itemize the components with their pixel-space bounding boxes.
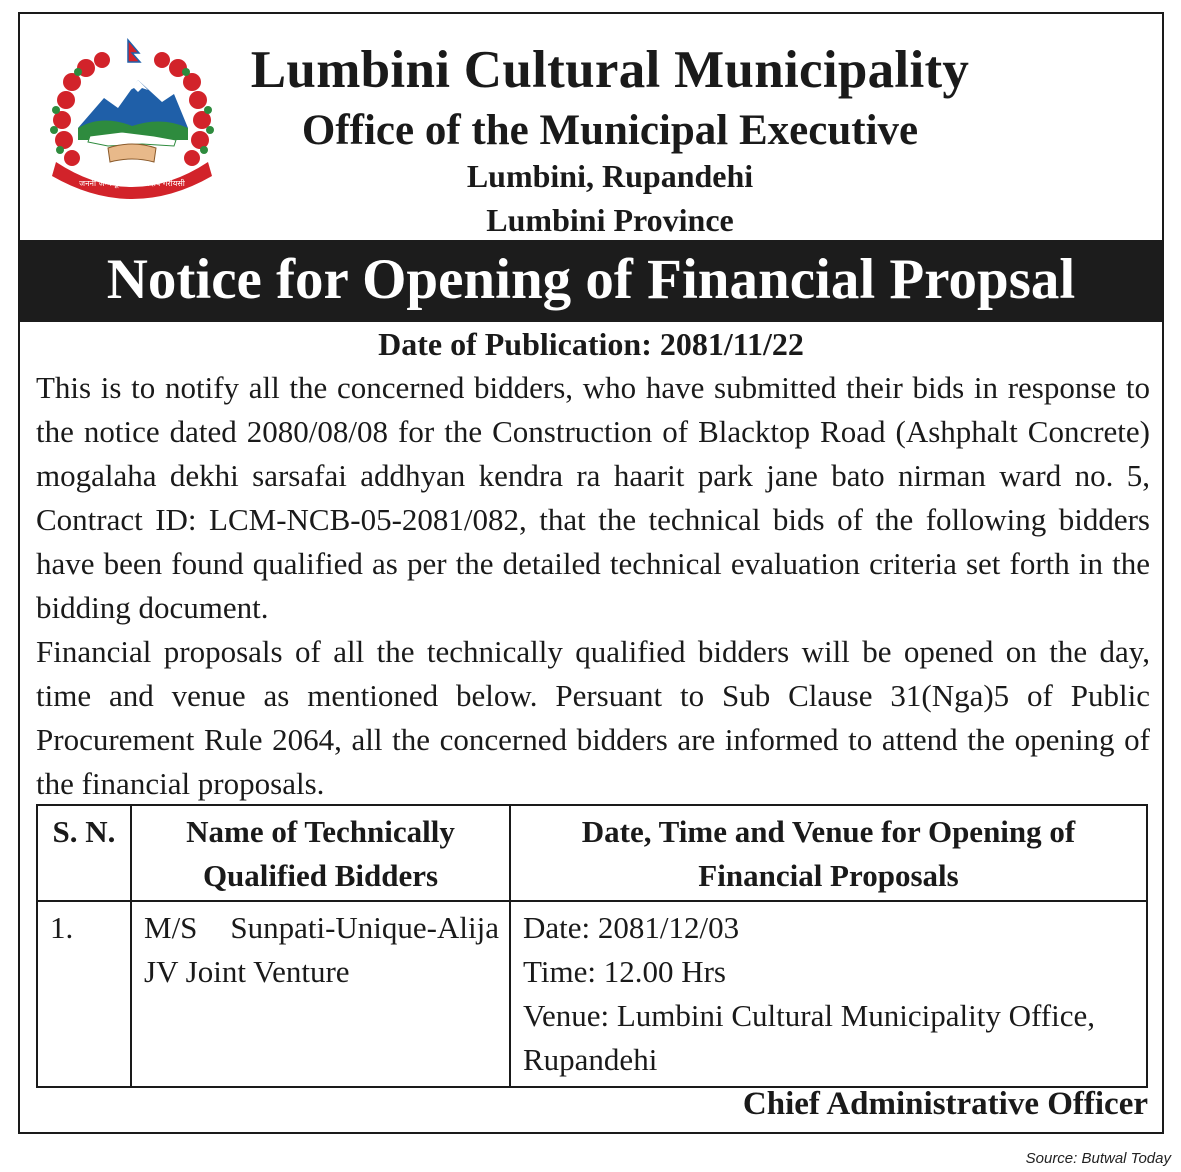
opening-date: Date: 2081/12/03 <box>523 910 740 945</box>
notice-paragraph-1: This is to notify all the concerned bidders, who have submitted their bids in response to the notice dated 2080/08/08 for the Construction of Blacktop Road (Ashphalt Concrete) mogalaha dekhi sarsafai addhyan kendra ra haarit park jane bato nirman ward no. 5, Contract ID: LCM-NCB-05-2081/082, that the technical bids of the following bidders have been found qualified as per the detailed technical evaluation criteria set forth in the bidding document. <box>36 370 1150 625</box>
table-header-row <box>37 805 1147 901</box>
office-location: Lumbini, Rupandehi <box>466 158 754 194</box>
opening-time: Time: 12.00 Hrs <box>523 954 726 989</box>
row-schedule <box>510 901 1147 1087</box>
province-name: Lumbini Province <box>486 202 734 238</box>
row-sn: 1. <box>37 901 131 1087</box>
bidder-header: Name of Technically Qualified Bidders <box>131 805 510 901</box>
bidders-table <box>36 804 1148 1088</box>
source-credit: Source: Butwal Today <box>1025 1150 1171 1167</box>
notice-title: Notice for Opening of Financial Propsal <box>20 240 1162 322</box>
sn-header: S. N. <box>37 805 131 901</box>
emblem-motto: जननी जन्मभूमिश्च स्वर्गादपि गरीयसी <box>79 179 185 188</box>
notice-body <box>36 366 1150 806</box>
notice-frame <box>18 12 1164 1134</box>
opening-venue: Venue: Lumbini Cultural Municipality Office, Rupandehi <box>523 998 1095 1077</box>
office-name: Office of the Municipal Executive <box>301 107 919 154</box>
publication-date: Date of Publication: 2081/11/22 <box>378 326 804 362</box>
row-bidder: M/S Sunpati-Unique-Alija JV Joint Venture <box>131 901 510 1087</box>
nepal-emblem-icon <box>42 36 222 200</box>
notice-paragraph-2: Financial proposals of all the technically qualified bidders will be opened on the day, time and venue as mentioned below. Persuant to Sub Clause 31(Nga)5 of Public Procurement Rule 2064, all the concerned bidders are informed to attend the opening of the financial proposals. <box>36 634 1150 801</box>
table-row <box>37 901 1147 1087</box>
municipality-name: Lumbini Cultural Municipality <box>250 41 970 99</box>
schedule-header: Date, Time and Venue for Opening of Financial Proposals <box>510 805 1147 901</box>
signatory: Chief Administrative Officer <box>742 1086 1148 1122</box>
